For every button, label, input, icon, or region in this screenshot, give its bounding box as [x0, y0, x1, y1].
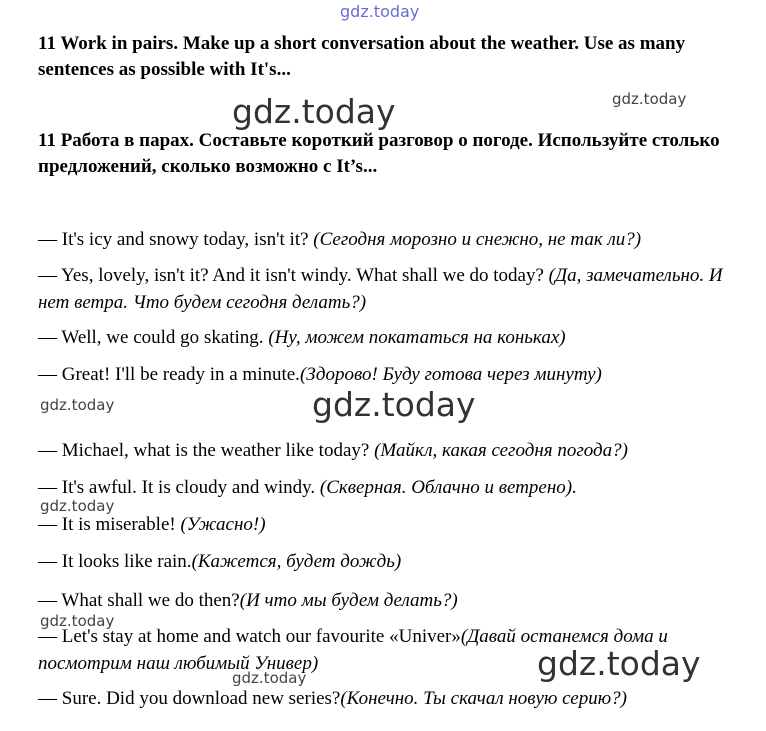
dialogue-translation: (Ужасно!)	[180, 514, 266, 535]
dialogue-translation: (Скверная. Облачно и ветрено).	[319, 477, 577, 498]
dialogue-english: — It's icy and snowy today, isn't it?	[38, 229, 314, 250]
dialogue-line	[38, 324, 738, 351]
watermark-large: gdz.today	[232, 92, 396, 131]
dialogue-english: — It's awful. It is cloudy and windy.	[38, 477, 320, 498]
dialogue-translation: (Сегодня морозно и снежно, не так ли?)	[313, 229, 642, 250]
dialogue-translation: (Ну, можем покататься на коньках)	[268, 327, 566, 348]
dialogue-line	[38, 262, 738, 316]
dialogue-english: — It looks like rain.	[38, 551, 192, 572]
task-heading-russian: 11 Работа в парах. Составьте короткий разговор о погоде. Используйте столько предложений, сколько возможно с It’s...	[38, 130, 720, 177]
dialogue-english: — Well, we could go skating.	[38, 327, 269, 348]
dialogue-line	[38, 226, 738, 253]
watermark-small: gdz.today	[40, 612, 115, 630]
watermark-large: gdz.today	[312, 385, 476, 424]
dialogue-translation: (И что мы будем делать?)	[239, 590, 458, 611]
dialogue-english: — Michael, what is the weather like today?	[38, 440, 375, 461]
dialogue-line	[38, 437, 738, 464]
dialogue-line	[38, 587, 738, 614]
task-heading-english: 11 Work in pairs. Make up a short conversation about the weather. Use as many sentences as possible with It's...	[38, 33, 686, 80]
dialogue-translation: (Конечно. Ты скачал новую серию?)	[340, 688, 627, 709]
watermark-top: gdz.today	[340, 2, 420, 21]
dialogue-line	[38, 548, 738, 575]
watermark-small: gdz.today	[612, 90, 687, 108]
dialogue-english: — It is miserable!	[38, 514, 181, 535]
dialogue-translation: (Давай останемся дома и посмотрим наш любимый Универ)	[38, 626, 668, 674]
dialogue-english: — What shall we do then?	[38, 590, 240, 611]
dialogue-translation: (Кажется, будет дождь)	[191, 551, 402, 572]
dialogue-english: — Yes, lovely, isn't it? And it isn't windy. What shall we do today?	[38, 265, 549, 286]
dialogue-line	[38, 474, 738, 501]
watermark-large: gdz.today	[537, 644, 701, 683]
dialogue-line	[38, 511, 738, 538]
dialogue-translation: (Майкл, какая сегодня погода?)	[374, 440, 628, 461]
dialogue-english: — Sure. Did you download new series?	[38, 688, 341, 709]
dialogue-line	[38, 685, 738, 712]
dialogue-translation: (Здорово! Буду готова через минуту)	[299, 364, 602, 385]
dialogue-line	[38, 361, 738, 388]
watermark-small: gdz.today	[40, 396, 115, 414]
dialogue-english: — Let's stay at home and watch our favourite «Univer»	[38, 626, 461, 647]
dialogue-translation: (Да, замечательно. И нет ветра. Что будем сегодня делать?)	[38, 265, 723, 313]
watermark-small: gdz.today	[232, 669, 307, 687]
watermark-small: gdz.today	[40, 497, 115, 515]
dialogue-english: — Great! I'll be ready in a minute.	[38, 364, 300, 385]
